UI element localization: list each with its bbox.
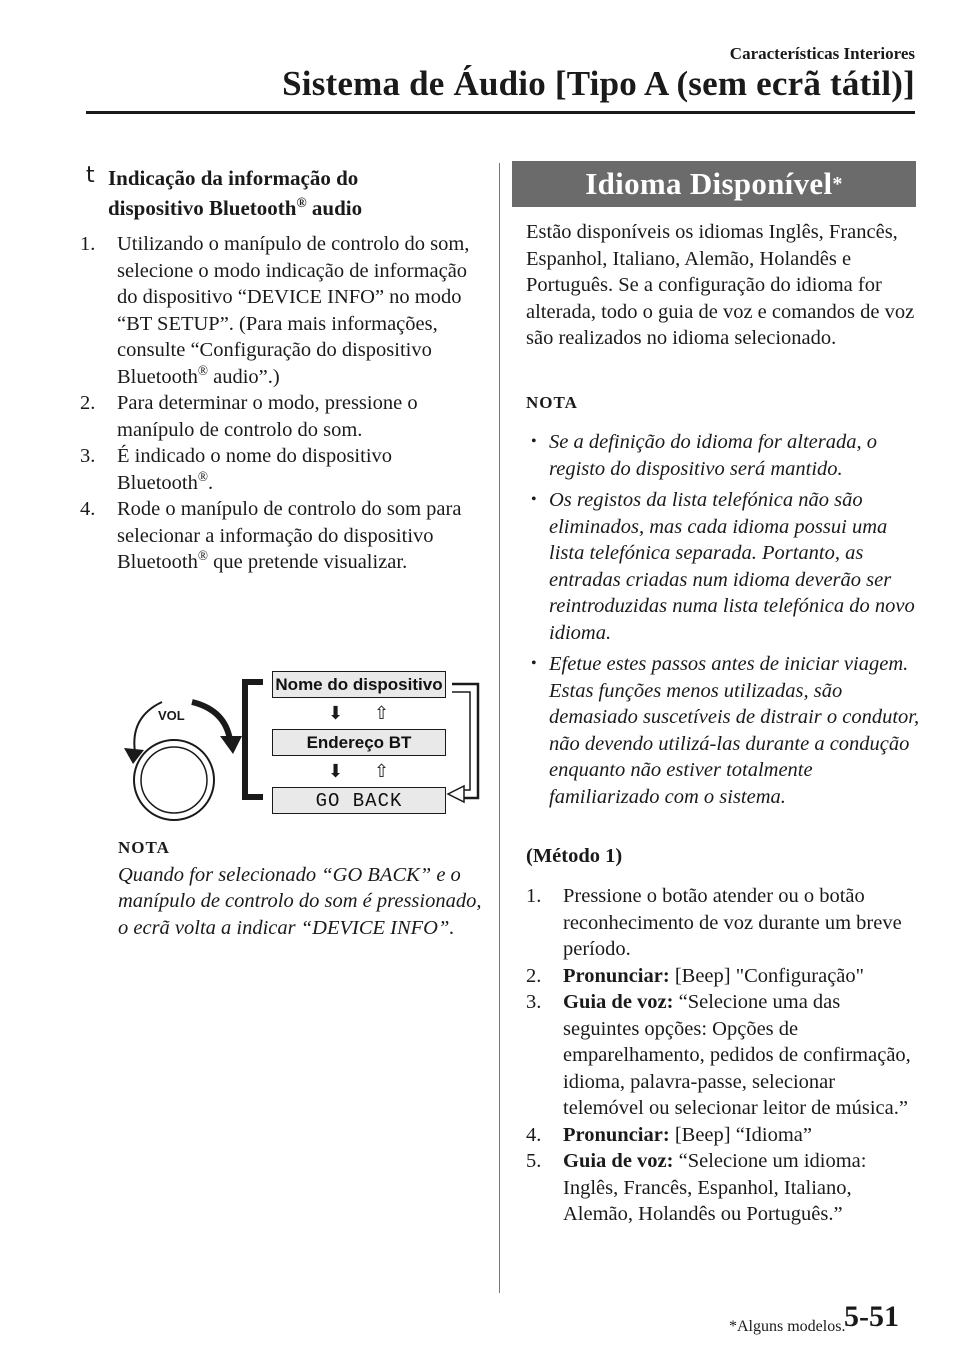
step-number: 5.: [526, 1150, 542, 1172]
step-text: Guia de voz: “Selecione um idioma: Inglês, Francês, Espanhol, Italiano, Alemão, Holandês ou Português.”: [563, 1150, 867, 1225]
arrow-down-icon: ⬇: [328, 703, 344, 724]
list-item: [80, 496, 480, 576]
step-text: Para determinar o modo, pressione o manípulo de controlo do som.: [117, 392, 418, 441]
header-section: Características Interiores: [729, 44, 915, 63]
arrow-down-icon: ⬇: [328, 761, 344, 782]
list-item: [526, 989, 918, 1122]
left-note: [118, 835, 488, 941]
list-item: [531, 429, 921, 482]
step-text: Guia de voz: “Selecione uma das seguintes opções: Opções de emparelhamento, pedidos de confirmação, idioma, palavra-passe, selecionar telemóvel ou selecionar leitor de música.”: [563, 991, 911, 1119]
step-number: 3.: [80, 445, 96, 467]
column-divider: [499, 163, 500, 1293]
list-item: [80, 390, 480, 443]
section-marker: t: [86, 163, 95, 188]
registered-mark: ®: [296, 195, 307, 210]
arrow-up-icon: ⇧: [374, 761, 390, 782]
step-text: Rode o manípulo de controlo do som para selecionar a informação do dispositivo Bluetooth® que pretende visualizar.: [117, 498, 462, 573]
step-text: Pronunciar: [Beep] "Configuração": [563, 964, 865, 987]
list-item: [531, 651, 921, 810]
step-number: 1.: [80, 233, 96, 255]
note-bullet-list: [531, 429, 921, 815]
section-heading-line2: dispositivo Bluetooth: [108, 196, 297, 220]
list-item: [531, 487, 921, 646]
section-heading-line2-end: audio: [306, 196, 363, 220]
list-item: [526, 883, 918, 963]
section-banner: Idioma Disponível *: [512, 161, 916, 207]
step-number: 1.: [526, 885, 542, 907]
bullet-text: Se a definição do idioma for alterada, o registo do dispositivo será mantido.: [549, 431, 877, 480]
intro-paragraph: Estão disponíveis os idiomas Inglês, Francês, Espanhol, Italiano, Alemão, Holandês e Português. Se a configuração do idioma for alterada, todo o guia de voz e comandos de voz são realizados no idioma selecionado.: [526, 221, 915, 349]
list-item: [526, 1148, 918, 1228]
list-item: [526, 963, 918, 990]
banner-title: Idioma Disponível: [585, 166, 833, 201]
audio-knob-diagram: [100, 662, 490, 822]
header-divider: [86, 111, 915, 114]
note-text: Quando for selecionado “GO BACK” e o manípulo de controlo do som é pressionado, o ecrã volta a indicar “DEVICE INFO”.: [118, 863, 482, 939]
bullet-text: Efetue estes passos antes de iniciar viagem. Estas funções menos utilizadas, são demasiado suscetíveis de distrair o condutor, não devendo utilizá-las durante a condução enquanto não estiver totalmente familiarizado com o sistema.: [549, 653, 920, 808]
bullet-icon: •: [531, 433, 537, 450]
note-title: NOTA: [118, 838, 170, 857]
footnote: *Alguns modelos.: [729, 1318, 846, 1335]
bullet-text: Os registos da lista telefónica não são eliminados, mas cada idioma possui uma lista telefónica separada. Portanto, as entradas criadas num idioma deverão ser reintroduzidas numa lista telefónica do novo idioma.: [549, 489, 915, 644]
display-go-back: GO BACK: [272, 787, 446, 814]
step-text: É indicado o nome do dispositivo Bluetooth®.: [117, 445, 393, 494]
step-number: 2.: [526, 964, 542, 987]
display-bt-address: Endereço BT: [272, 729, 446, 756]
arrow-up-icon: ⇧: [374, 703, 390, 724]
page-number: 5-51: [844, 1300, 899, 1333]
section-heading-line1: Indicação da informação do: [108, 166, 359, 190]
step-number: 3.: [526, 991, 542, 1013]
method-heading: (Método 1): [526, 845, 623, 867]
left-step-list: [80, 231, 480, 576]
bullet-icon: •: [531, 491, 537, 508]
step-text: Pressione o botão atender ou o botão reconhecimento de voz durante um breve período.: [563, 885, 902, 960]
list-item: [526, 1122, 918, 1149]
list-item: [80, 443, 480, 496]
step-number: 4.: [80, 498, 96, 520]
note-title: NOTA: [526, 393, 578, 412]
bullet-icon: •: [531, 655, 537, 672]
step-number: 4.: [526, 1123, 542, 1146]
list-item: [80, 231, 480, 390]
display-device-name: Nome do dispositivo: [272, 671, 446, 698]
vol-label: VOL: [158, 708, 185, 723]
step-text: Utilizando o manípulo de controlo do som, selecione o modo indicação de informação do dispositivo “DEVICE INFO” no modo “BT SETUP”. (Para mais informações, consulte “Configuração do dispositivo Bluetooth® audio”.): [117, 233, 470, 388]
step-text: Pronunciar: [Beep] “Idioma”: [563, 1123, 812, 1146]
step-number: 2.: [80, 392, 96, 414]
section-heading: [108, 163, 488, 223]
right-step-list: [526, 883, 918, 1228]
page-title: Sistema de Áudio [Tipo A (sem ecrã tátil)]: [282, 64, 915, 103]
